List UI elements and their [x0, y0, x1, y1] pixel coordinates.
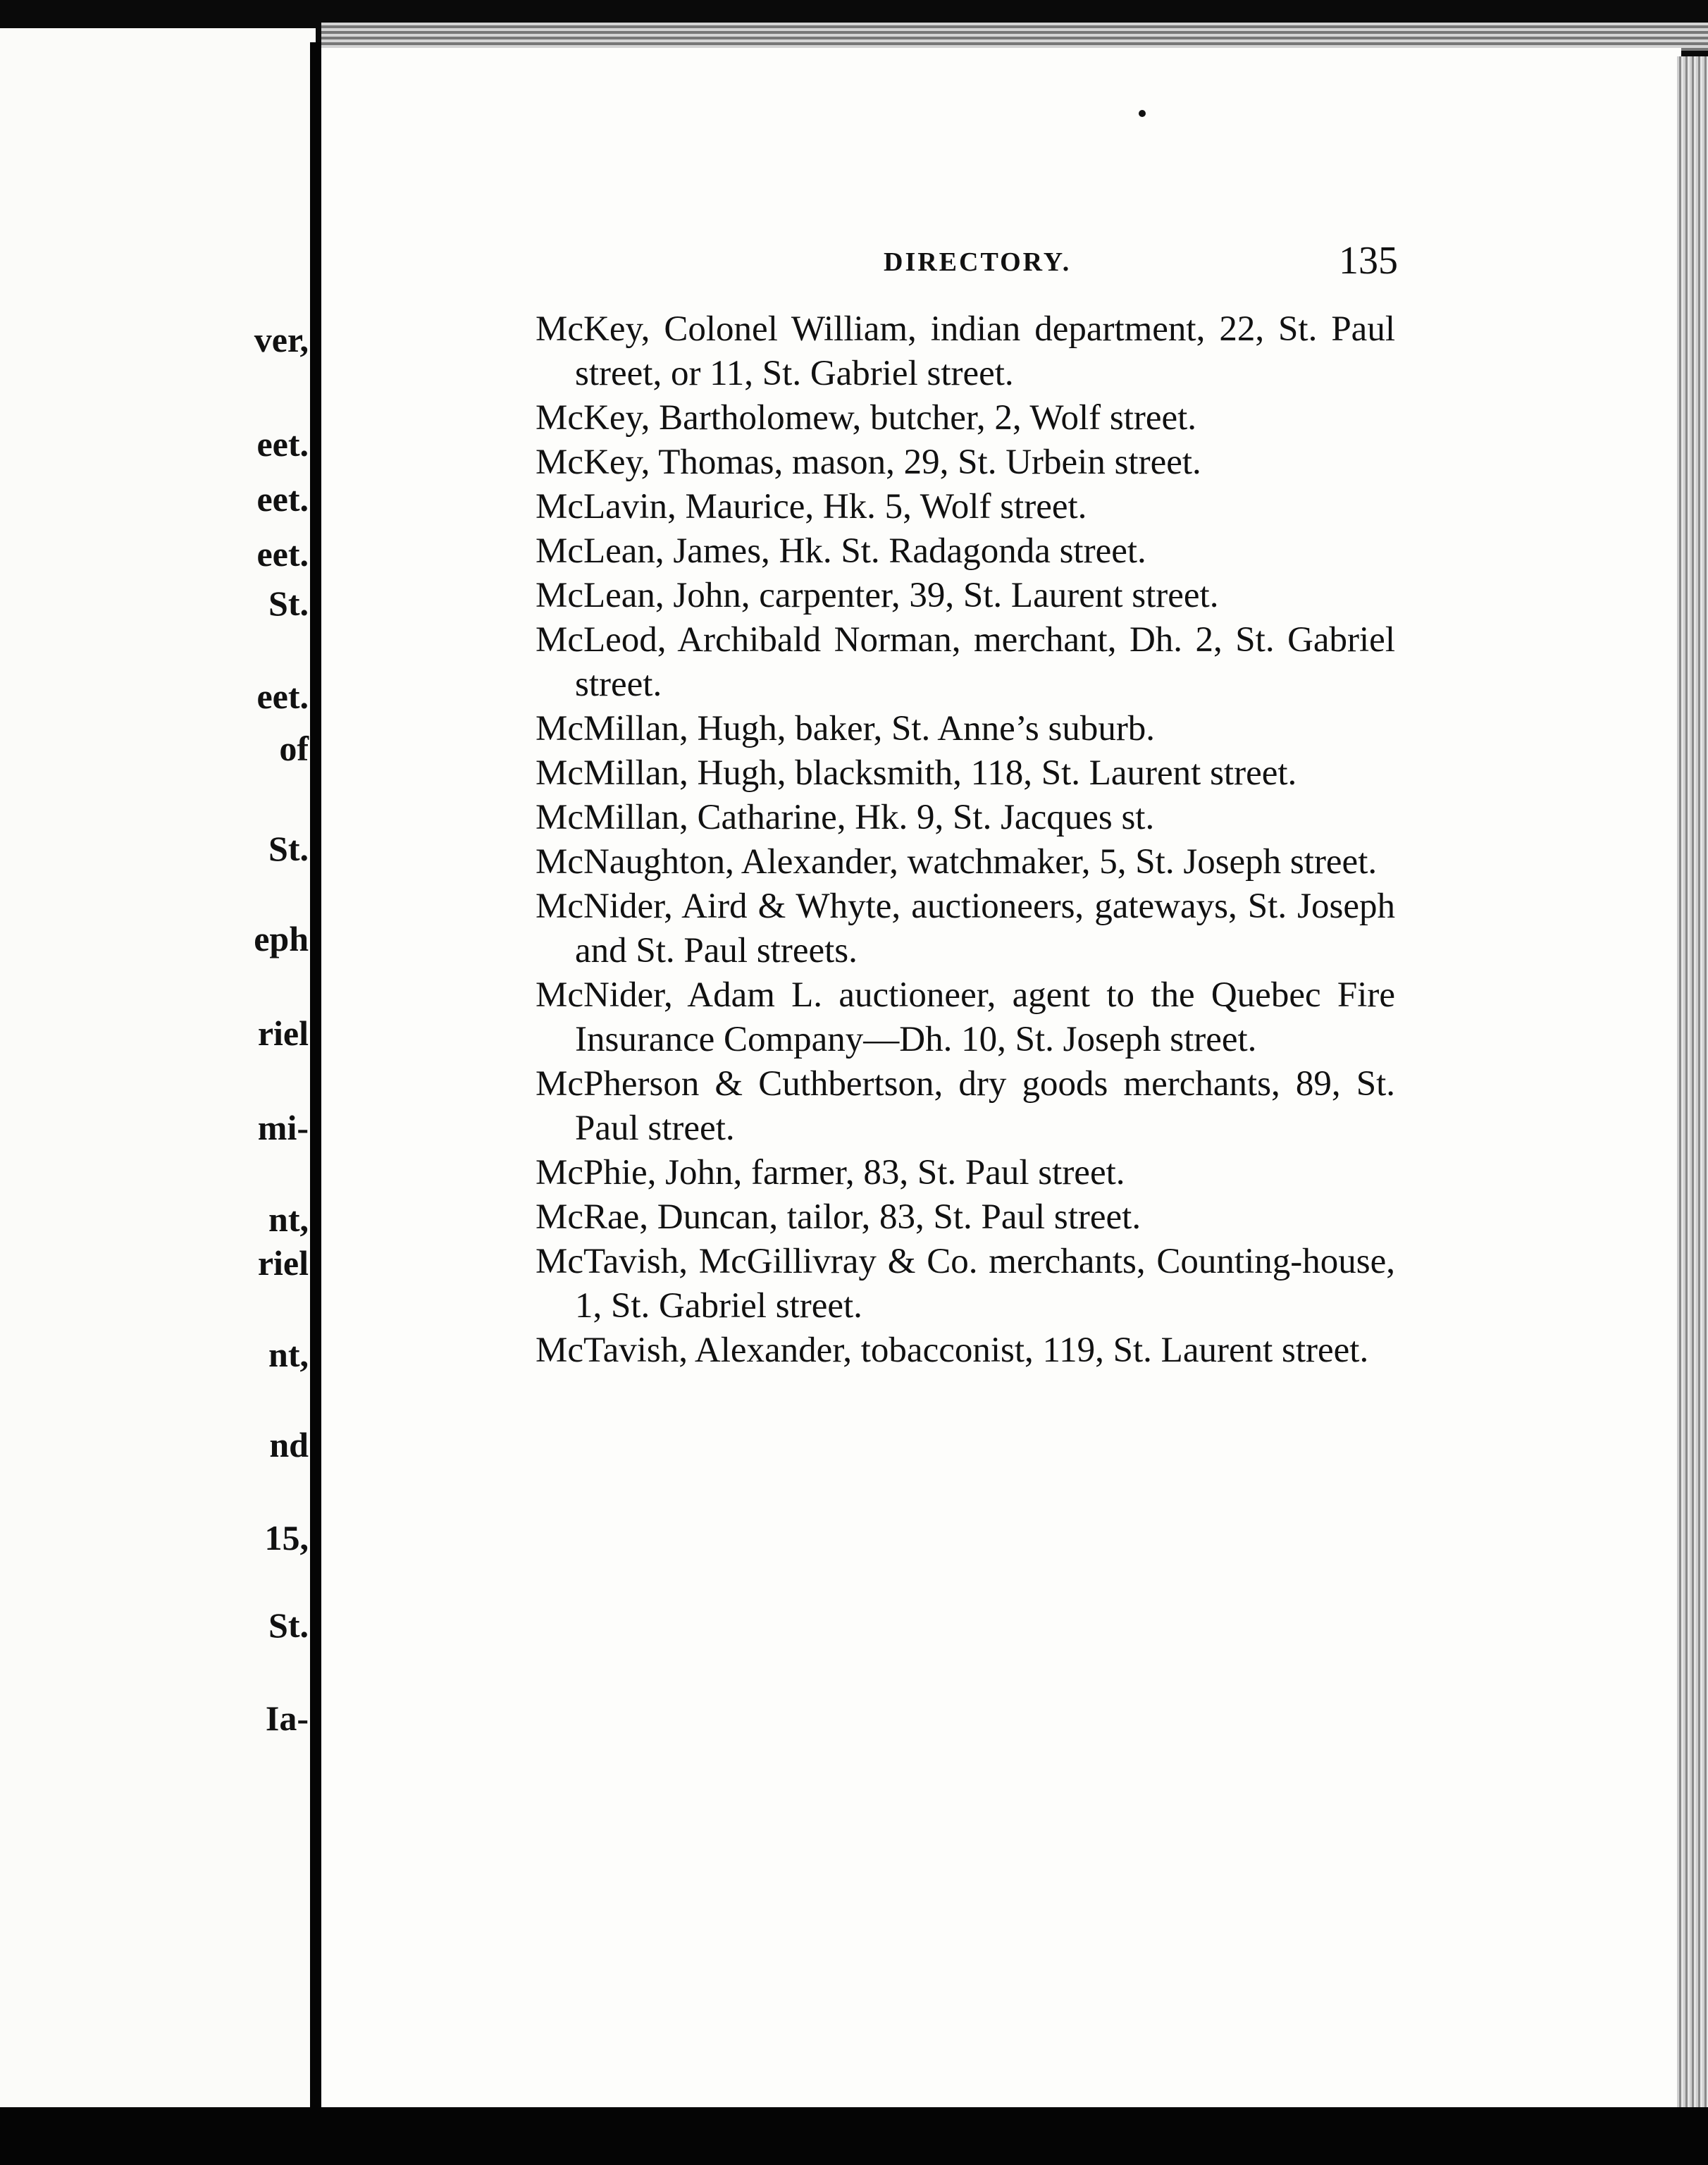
running-title: DIRECTORY. — [884, 247, 1072, 277]
left-fragment: eet. — [256, 677, 309, 716]
left-fragment: eet. — [256, 424, 309, 464]
directory-entries — [536, 307, 1395, 1373]
directory-entry: McKey, Thomas, mason, 29, St. Urbein street. — [536, 443, 1201, 482]
directory-entry: McMillan, Hugh, baker, St. Anne’s suburb. — [536, 709, 1156, 748]
left-fragment: 15, — [264, 1518, 309, 1558]
page-top-edge — [321, 23, 1708, 51]
left-fragment: nd — [269, 1425, 309, 1464]
page-bottom-edge — [0, 2107, 1708, 2165]
book-spine — [310, 42, 321, 2157]
ink-speck — [1139, 110, 1146, 117]
left-fragment: eet. — [256, 479, 309, 519]
left-fragment: St. — [268, 829, 309, 868]
directory-entry: McLean, John, carpenter, 39, St. Laurent street. — [536, 576, 1219, 615]
directory-entry: McNider, Adam L. auctioneer, agent to the Quebec Fire Insurance Company—Dh. 10, St. Joseph street. — [536, 975, 1395, 1059]
previous-page — [0, 28, 316, 2135]
directory-entry: McTavish, McGillivray & Co. merchants, Counting-house, 1, St. Gabriel street. — [536, 1242, 1395, 1326]
directory-entry: McNider, Aird & Whyte, auctioneers, gateways, St. Joseph and St. Paul streets. — [536, 887, 1395, 970]
directory-entry: McRae, Duncan, tailor, 83, St. Paul street. — [536, 1197, 1141, 1237]
directory-entry: McLavin, Maurice, Hk. 5, Wolf street. — [536, 487, 1087, 526]
directory-entry: McPherson & Cuthbertson, dry goods merchants, 89, St. Paul street. — [536, 1064, 1395, 1148]
directory-entry: McLeod, Archibald Norman, merchant, Dh. 2, St. Gabriel street. — [536, 620, 1395, 704]
left-fragment: eph — [254, 919, 309, 958]
directory-entry: McMillan, Catharine, Hk. 9, St. Jacques st. — [536, 798, 1155, 837]
page-number: 135 — [1339, 239, 1398, 283]
left-fragment: nt, — [268, 1199, 309, 1239]
left-fragment: riel — [257, 1243, 309, 1283]
left-fragment: St. — [268, 1605, 309, 1645]
directory-entry: McLean, James, Hk. St. Radagonda street. — [536, 531, 1146, 571]
left-fragment: St. — [268, 584, 309, 623]
left-fragment: mi- — [257, 1108, 309, 1147]
left-fragment: eet. — [256, 534, 309, 574]
left-fragment: riel — [257, 1013, 309, 1053]
left-fragment: nt, — [268, 1335, 309, 1374]
left-fragment: Ia- — [265, 1698, 309, 1738]
page-fore-edge — [1677, 56, 1708, 2107]
directory-entry: McNaughton, Alexander, watchmaker, 5, St. Joseph street. — [536, 842, 1378, 882]
directory-entry: McMillan, Hugh, blacksmith, 118, St. Laurent street. — [536, 753, 1297, 793]
directory-entry: McTavish, Alexander, tobacconist, 119, St. Laurent street. — [536, 1331, 1369, 1370]
directory-entry: McPhie, John, farmer, 83, St. Paul street. — [536, 1153, 1125, 1192]
left-fragment: ver, — [254, 320, 309, 359]
left-fragment: of — [279, 729, 309, 768]
directory-entry: McKey, Colonel William, indian department, 22, St. Paul street, or 11, St. Gabriel street. — [536, 309, 1395, 393]
page-header — [884, 238, 1398, 288]
directory-entry: McKey, Bartholomew, butcher, 2, Wolf street. — [536, 398, 1197, 438]
